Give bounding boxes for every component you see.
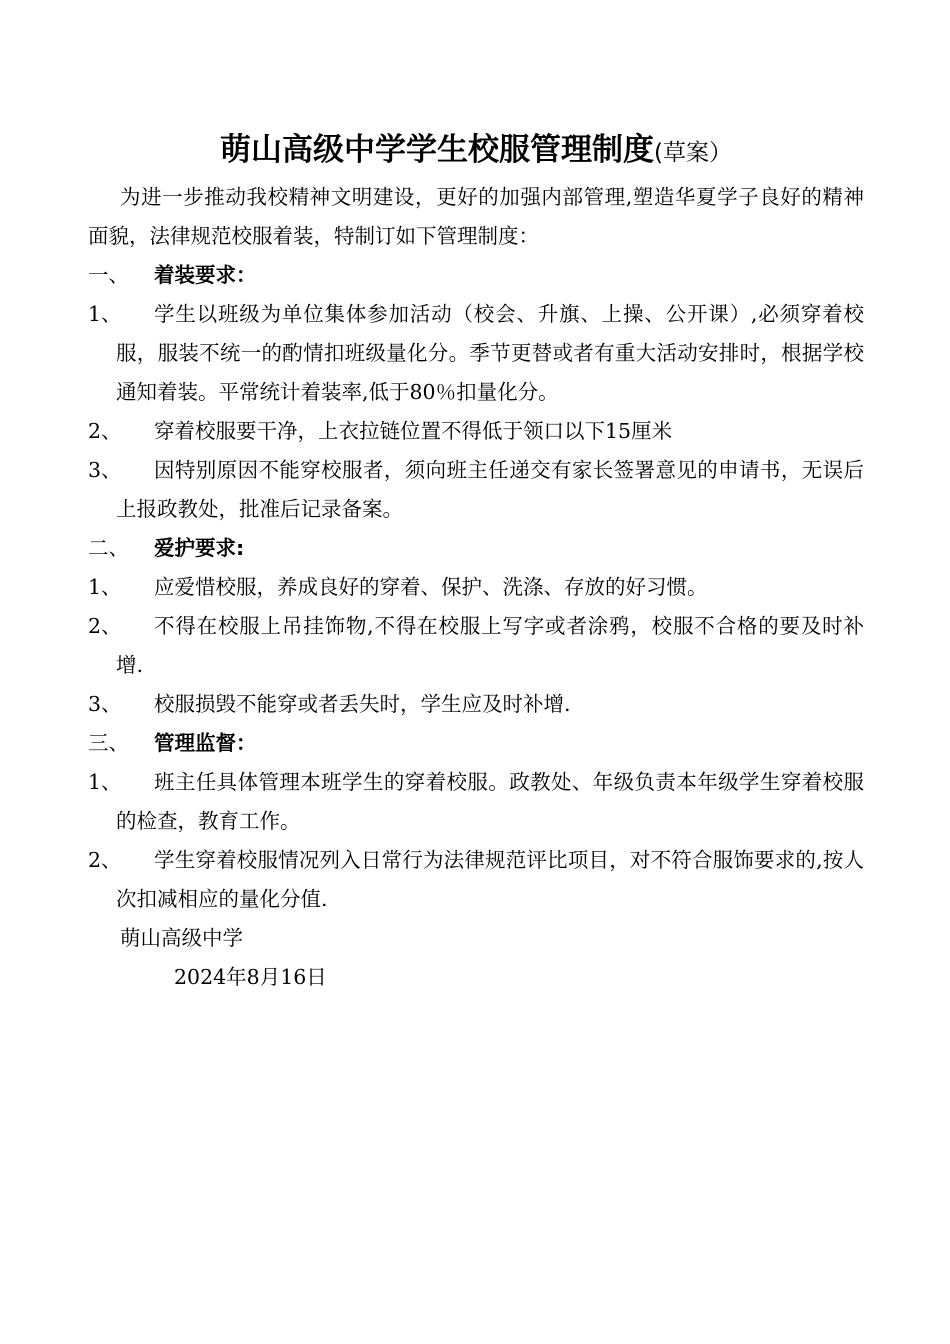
document-title (88, 126, 864, 174)
list-item (88, 763, 864, 841)
item-text: 因特别原因不能穿校服者，须向班主任递交有家长签署意见的申请书，无误后上报政教处，批准后记录备案。 (116, 458, 864, 521)
item-number: 2、 (88, 848, 122, 872)
list-item (88, 607, 864, 685)
section-number: 三、 (88, 731, 129, 755)
signature-date: 2024年8月16日 (174, 965, 327, 989)
list-item (88, 841, 864, 919)
item-number: 3、 (88, 692, 122, 716)
item-text: 应爱惜校服，养成良好的穿着、保护、洗涤、存放的好习惯。 (154, 575, 708, 599)
section-title: 管理监督： (154, 731, 257, 755)
item-text: 学生以班级为单位集体参加活动（校会、升旗、上操、公开课）,必须穿着校服，服装不统一的酌情扣班级量化分。季节更替或者有重大活动安排时，根据学校通知着装。平常统计着装率,低于80％扣量化分。 (116, 302, 864, 404)
signature-organization: 萌山高级中学 (120, 926, 243, 950)
item-number: 3、 (88, 458, 122, 482)
section-heading-dress (88, 256, 864, 295)
item-text: 穿着校服要干净，上衣拉链位置不得低于领口以下15厘米 (154, 419, 673, 443)
section-number: 一、 (88, 263, 129, 287)
item-number: 1、 (88, 770, 122, 794)
item-text: 不得在校服上吊挂饰物,不得在校服上写字或者涂鸦，校服不合格的要及时补增. (116, 614, 864, 677)
section-heading-care (88, 529, 864, 568)
title-main: 萌山高级中学学生校服管理制度 (220, 132, 654, 168)
list-item (88, 451, 864, 529)
section-number: 二、 (88, 536, 129, 560)
intro-paragraph: 为进一步推动我校精神文明建设，更好的加强内部管理,塑造华夏学子良好的精神面貌，法律规范校服着装，特制订如下管理制度： (88, 185, 864, 248)
document-page (88, 126, 864, 997)
list-item (88, 685, 864, 724)
section-title: 着装要求： (154, 263, 257, 287)
item-number: 2、 (88, 419, 122, 443)
section-title: 爱护要求: (154, 536, 245, 560)
list-item (88, 412, 864, 451)
item-text: 校服损毁不能穿或者丢失时，学生应及时补增. (154, 692, 571, 716)
item-number: 1、 (88, 575, 122, 599)
item-text: 班主任具体管理本班学生的穿着校服。政教处、年级负责本年级学生穿着校服的检查，教育工作。 (116, 770, 864, 833)
title-subtitle: (草案） (654, 140, 732, 166)
section-heading-supervision (88, 724, 864, 763)
item-number: 2、 (88, 614, 122, 638)
item-text: 学生穿着校服情况列入日常行为法律规范评比项目，对不符合服饰要求的,按人次扣减相应的量化分值. (116, 848, 864, 911)
list-item (88, 568, 864, 607)
list-item (88, 295, 864, 412)
item-number: 1、 (88, 302, 122, 326)
